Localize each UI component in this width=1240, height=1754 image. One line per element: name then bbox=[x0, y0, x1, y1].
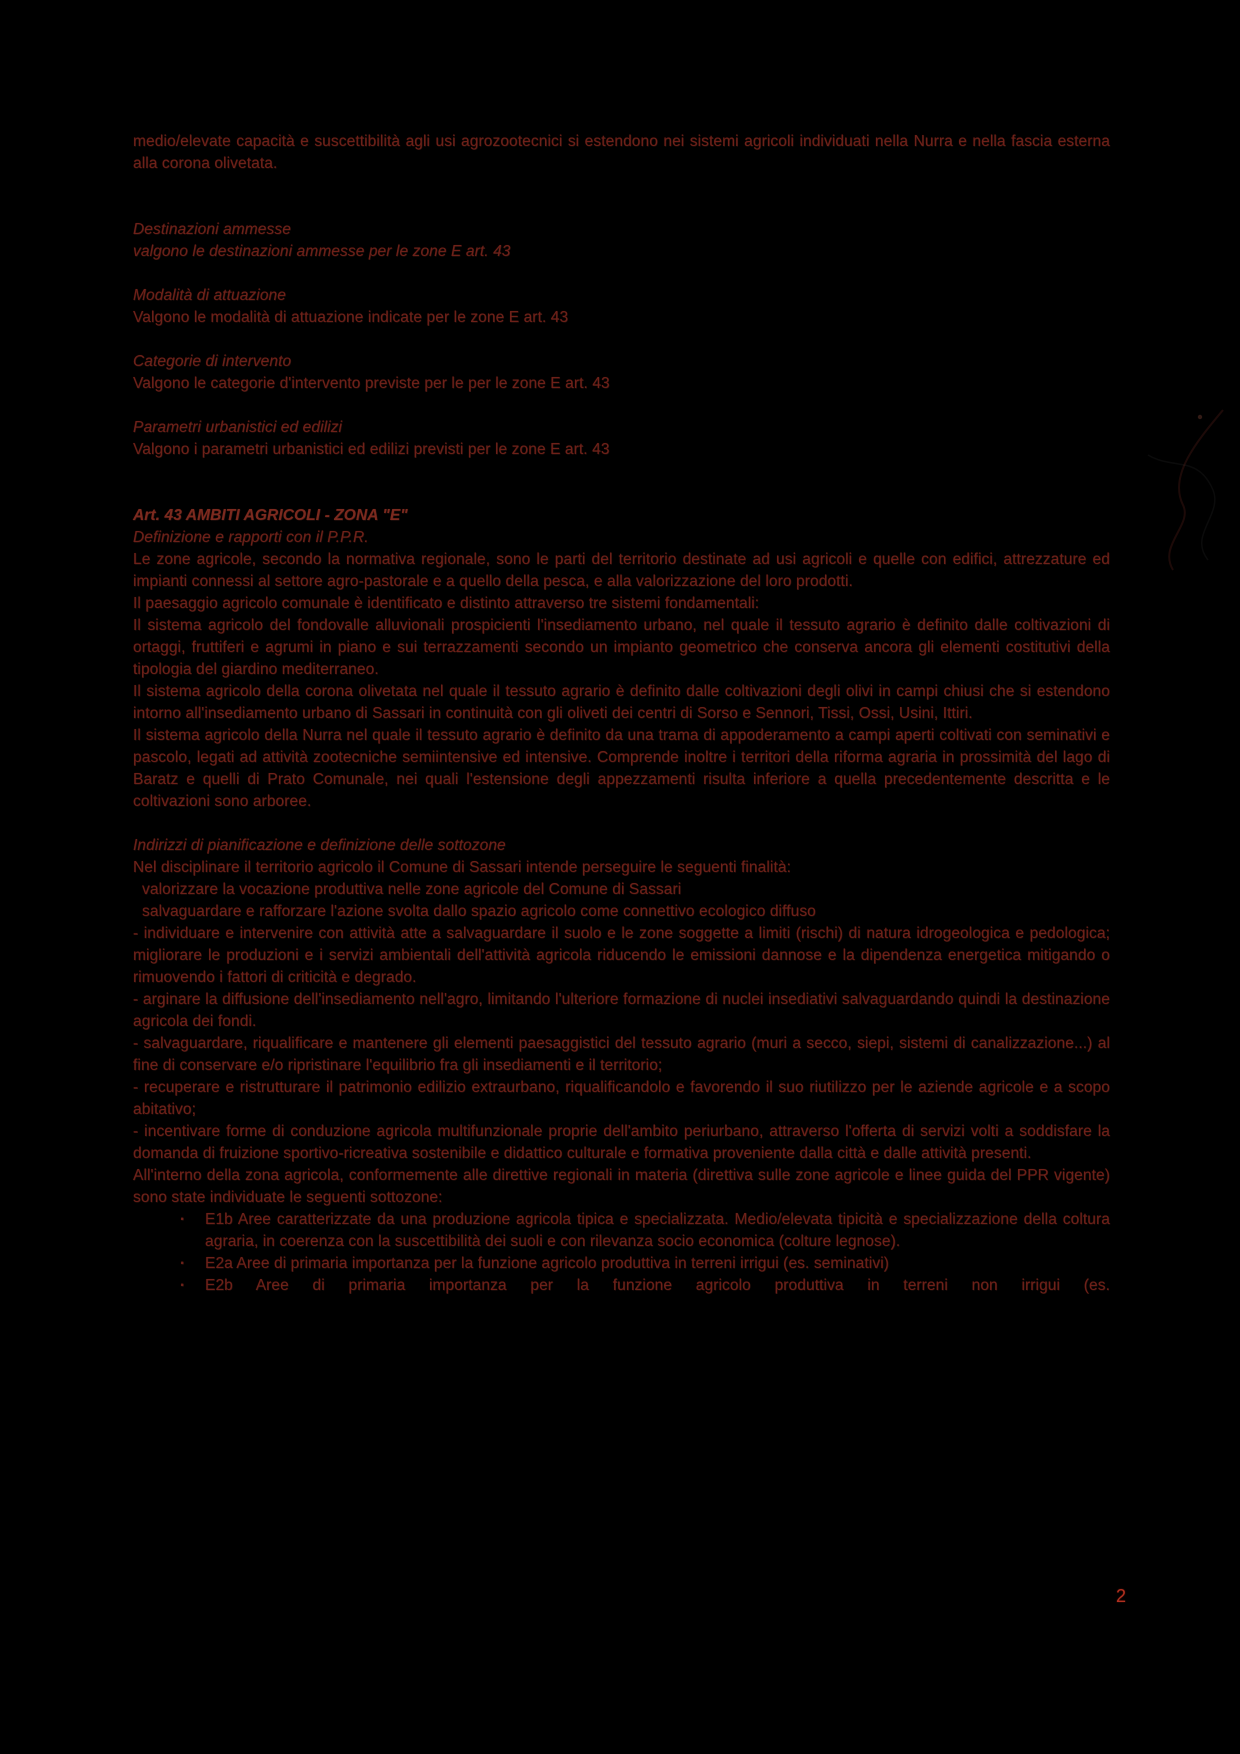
sottozona-e1b-text: E1b Aree caratterizzate da una produzione agricola tipica e specializzata. Medio/elevata tipicità e specializzazione della coltura agraria, in coerenza con la suscettibilità dei suoli e con rilevanza socio economica (colture legnose). bbox=[205, 1211, 1110, 1250]
bullet-icon: · bbox=[180, 1277, 186, 1294]
intro-paragraph: medio/elevate capacità e suscettibilità agli usi agrozootecnici si estendono nei sistemi agricoli individuati nella Nurra e nella fascia esterna alla corona olivetata. bbox=[133, 133, 1110, 172]
bullet-icon: · bbox=[180, 1211, 186, 1228]
section-destinazioni bbox=[133, 219, 1110, 263]
section-heading: Parametri urbanistici ed edilizi bbox=[133, 419, 343, 436]
article-paragraph: Il paesaggio agricolo comunale è identificato e distinto attraverso tre sistemi fondamentali: bbox=[133, 595, 760, 612]
indirizzi-item: - individuare e intervenire con attività atte a salvaguardare il suolo e le zone soggette a limiti (rischi) di natura idrogeologica e pedologica; migliorare le produzioni e i servizi ambientali dell'attività agricola riducendo le emissioni dannose e la dipendenza energetica mitigando o rimuovendo i fattori di criticità e degrado. bbox=[133, 925, 1110, 986]
page-number: 2 bbox=[1116, 1586, 1127, 1606]
section-body: Valgono le modalità di attuazione indicate per le zone E art. 43 bbox=[133, 309, 569, 326]
list-item bbox=[133, 1253, 1110, 1275]
sottozona-e2b-text: E2b Aree di primaria importanza per la funzione agricolo produttiva in terreni non irrigui (es. bbox=[205, 1277, 1110, 1294]
sottozona-e2a-text: E2a Aree di primaria importanza per la funzione agricolo produttiva in terreni irrigui (es. seminativi) bbox=[205, 1255, 889, 1272]
document-content bbox=[133, 131, 1110, 1297]
indirizzi-item: - salvaguardare, riqualificare e mantenere gli elementi paesaggistici del tessuto agrario (muri a secco, siepi, sistemi di canalizzazione...) al fine di conservare e/o ripristinare l'equilibrio fra gli insediamenti e il territorio; bbox=[133, 1035, 1110, 1074]
faint-stamp-scribble-icon bbox=[1128, 395, 1238, 585]
list-item bbox=[133, 1275, 1110, 1297]
indirizzi-item: - arginare la diffusione dell'insediamento nell'agro, limitando l'ulteriore formazione di nuclei insediativi salvaguardando quindi la destinazione agricola dei fondi. bbox=[133, 991, 1110, 1030]
indirizzi-heading: Indirizzi di pianificazione e definizione delle sottozone bbox=[133, 837, 506, 854]
sottozone-list bbox=[133, 1209, 1110, 1297]
indirizzi-lead: Nel disciplinare il territorio agricolo il Comune di Sassari intende perseguire le seguenti finalità: bbox=[133, 859, 791, 876]
section-body: valgono le destinazioni ammesse per le zone E art. 43 bbox=[133, 243, 511, 260]
article-title: Art. 43 AMBITI AGRICOLI - ZONA "E" bbox=[133, 507, 408, 524]
indirizzi-item: - recuperare e ristrutturare il patrimonio edilizio extraurbano, riqualificandolo e favorendo il suo riutilizzo per le aziende agricole e a scopo abitativo; bbox=[133, 1079, 1110, 1118]
article-paragraph: Le zone agricole, secondo la normativa regionale, sono le parti del territorio destinate ad usi agricoli e quelle con edifici, attrezzature ed impianti connessi al settore agro-pastorale e a quello della pesca, e alla valorizzazione del loro prodotti. bbox=[133, 551, 1110, 590]
section-modalita bbox=[133, 285, 1110, 329]
section-categorie bbox=[133, 351, 1110, 395]
article-paragraph: Il sistema agricolo del fondovalle alluvionali prospicienti l'insediamento urbano, nel quale il tessuto agrario è definito dalle coltivazioni di ortaggi, fruttiferi e agrumi in piano e sui terrazzamenti secondo un impianto geometrico che conserva ancora gli elementi costitutivi della tipologia del giardino mediterraneo. bbox=[133, 617, 1110, 678]
indirizzi-section bbox=[133, 835, 1110, 1209]
indirizzi-item: valorizzare la vocazione produttiva nelle zone agricole del Comune di Sassari bbox=[142, 881, 682, 898]
section-heading: Destinazioni ammesse bbox=[133, 221, 291, 238]
article-paragraph: Il sistema agricolo della corona olivetata nel quale il tessuto agrario è definito dalle coltivazioni degli olivi in campi chiusi che si estendono intorno all'insediamento urbano di Sassari in continuità con gli oliveti dei centri di Sorso e Sennori, Tissi, Ossi, Usini, Ittiri. bbox=[133, 683, 1110, 722]
article-paragraph: Il sistema agricolo della Nurra nel quale il tessuto agrario è definito da una trama di appoderamento a campi aperti coltivati con seminativi e pascolo, legati ad attività zootecniche semiintensive ed intensive. Comprende inoltre i territori della riforma agraria in prossimità del lago di Baratz e quelli di Prato Comunale, nei quali l'estensione degli appezzamenti risulta inferiore a quella precedentemente descritta e le coltivazioni sono arboree. bbox=[133, 727, 1110, 810]
indirizzi-item: salvaguardare e rafforzare l'azione svolta dallo spazio agricolo come connettivo ecologico diffuso bbox=[142, 903, 816, 920]
list-item bbox=[133, 1209, 1110, 1253]
section-heading: Modalità di attuazione bbox=[133, 287, 286, 304]
article-subtitle: Definizione e rapporti con il P.P.R. bbox=[133, 529, 369, 546]
article-43 bbox=[133, 505, 1110, 813]
section-body: Valgono i parametri urbanistici ed edilizi previsti per le zone E art. 43 bbox=[133, 441, 610, 458]
indirizzi-item: - incentivare forme di conduzione agricola multifunzionale proprie dell'ambito periurbano, attraverso l'offerta di servizi volti a soddisfare la domanda di fruizione sportivo-ricreativa sostenibile e didattico culturale e formativa proveniente dalla città e dalle attività presenti. bbox=[133, 1123, 1110, 1162]
indirizzi-closing: All'interno della zona agricola, conformemente alle direttive regionali in materia (direttiva sulle zone agricole e linee guida del PPR vigente) sono state individuate le seguenti sottozone: bbox=[133, 1167, 1110, 1206]
section-parametri bbox=[133, 417, 1110, 461]
section-heading: Categorie di intervento bbox=[133, 353, 292, 370]
bullet-icon: · bbox=[180, 1255, 186, 1272]
section-body: Valgono le categorie d'intervento previste per le per le zone E art. 43 bbox=[133, 375, 610, 392]
